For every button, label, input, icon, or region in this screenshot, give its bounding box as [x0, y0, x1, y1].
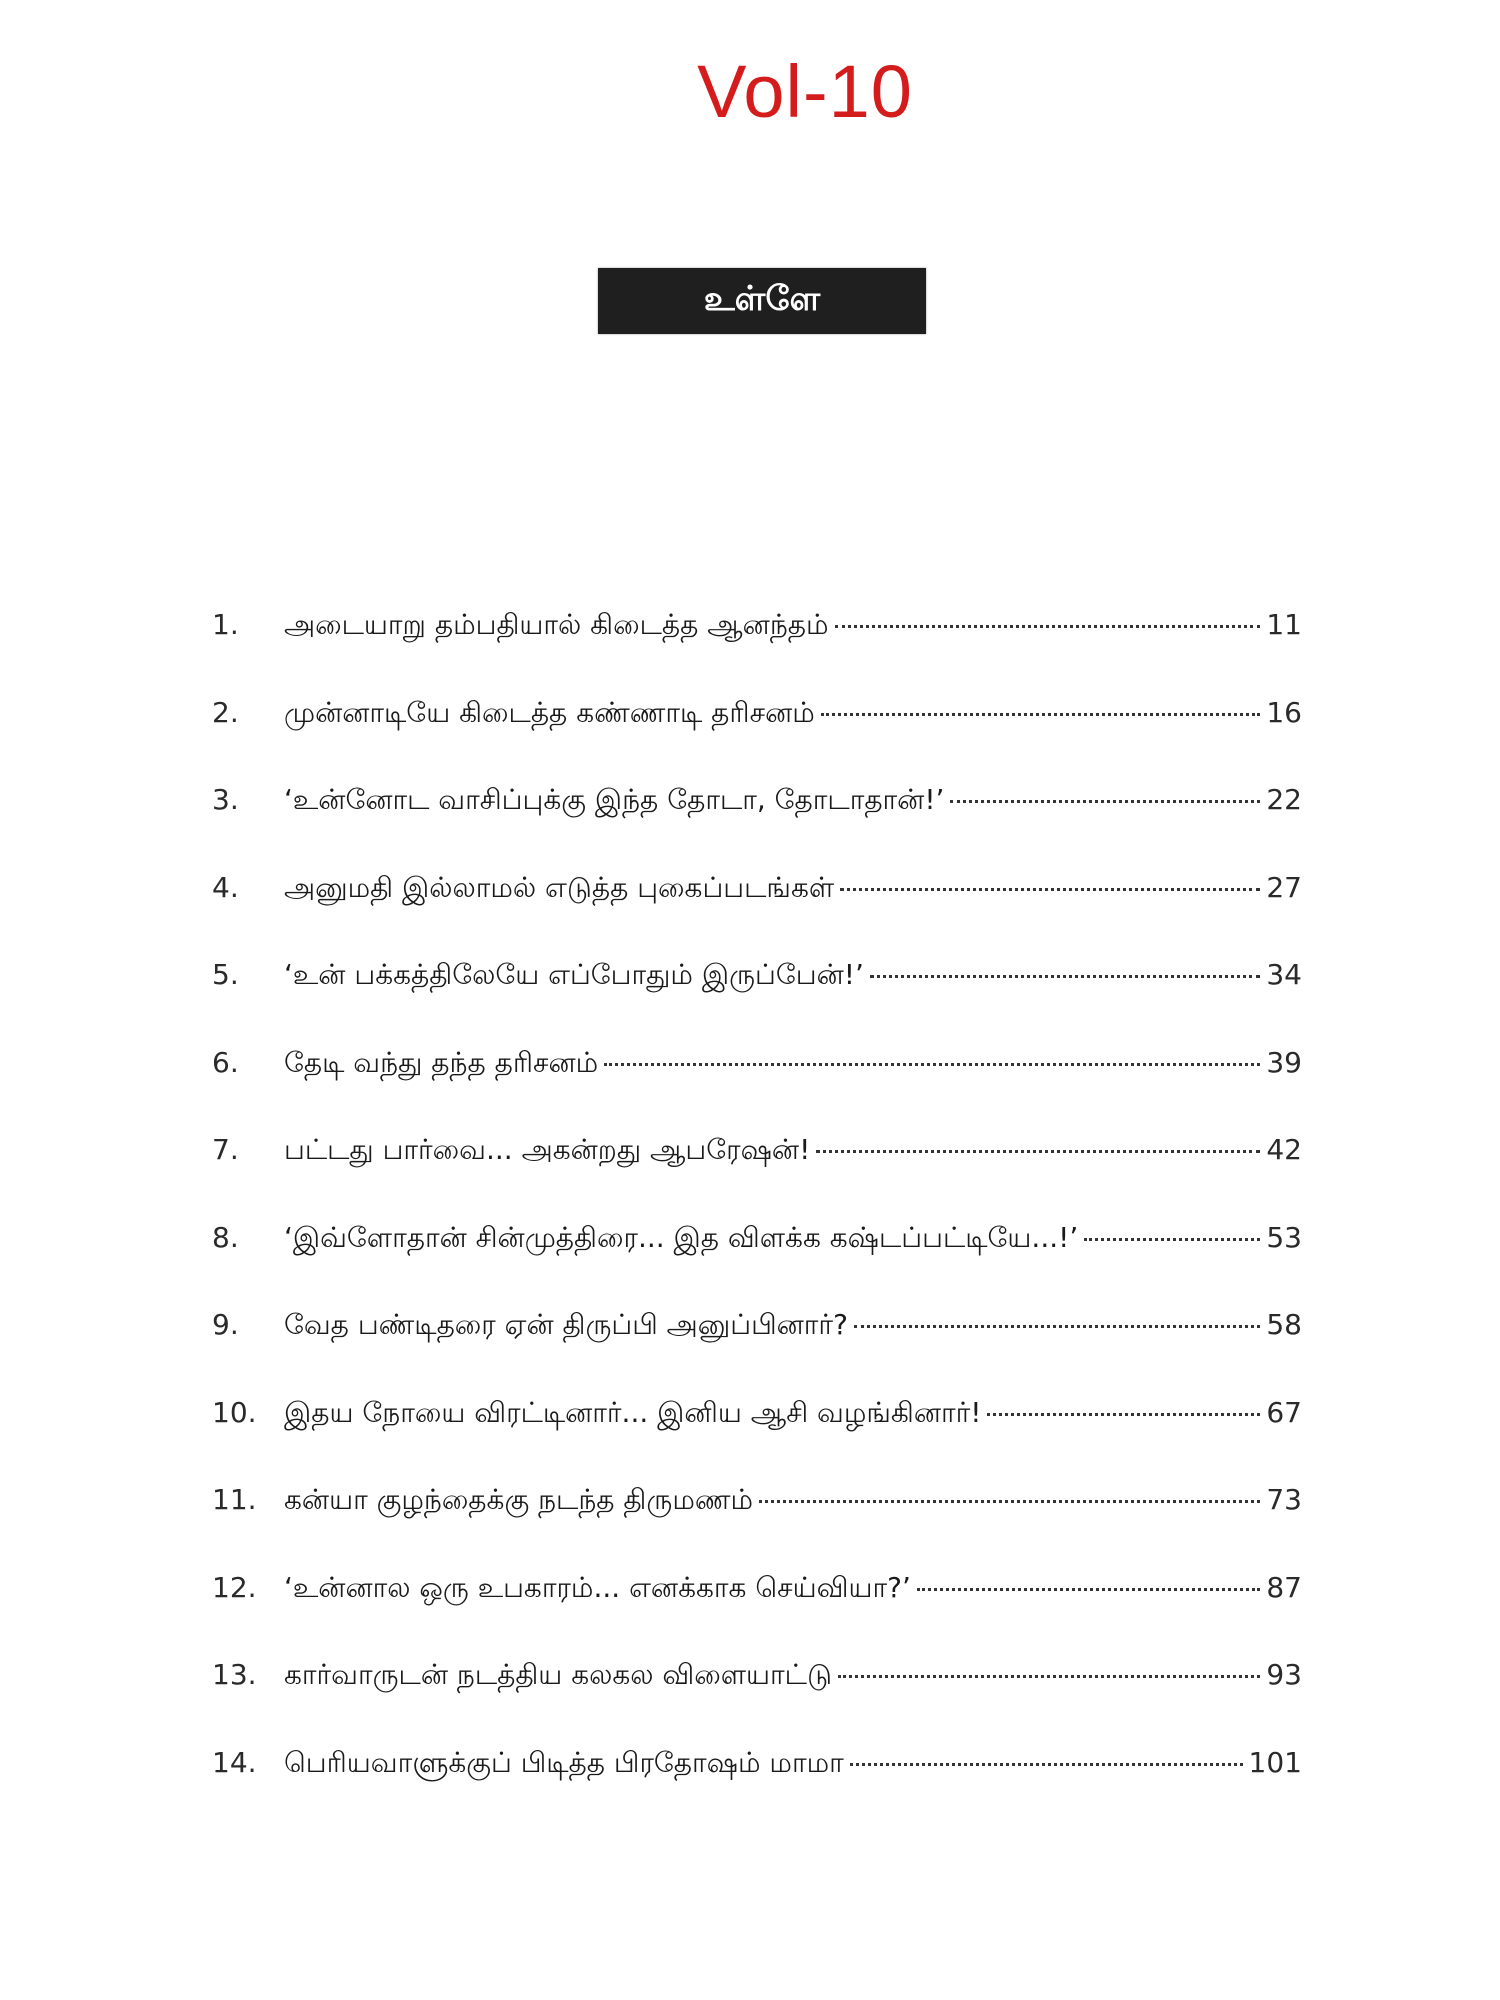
toc-entry-page: 87 — [1266, 1570, 1302, 1604]
toc-entry-page: 58 — [1266, 1308, 1302, 1341]
toc-entry — [212, 608, 1302, 696]
toc-entry-page: 101 — [1248, 1745, 1302, 1779]
toc-entry-page: 93 — [1266, 1658, 1302, 1691]
toc-entry-page: 22 — [1266, 783, 1302, 816]
dot-leader — [917, 1588, 1260, 1591]
toc-entry-number: 14. — [212, 1745, 257, 1779]
toc-entry-title: ‘உன்னோட வாசிப்புக்கு இந்த தோடா, தோடாதான்!’ — [284, 783, 945, 816]
toc-entry-number: 2. — [212, 695, 239, 729]
toc-entry-title: பட்டது பார்வை... அகன்றது ஆபரேஷன்! — [284, 1133, 811, 1166]
toc-entry-number: 8. — [212, 1220, 239, 1254]
dot-leader — [987, 1413, 1260, 1416]
toc-entry — [212, 1133, 1302, 1221]
toc-entry — [212, 958, 1302, 1046]
dot-leader — [821, 713, 1260, 716]
toc-entry-title: இதய நோயை விரட்டினார்... இனிய ஆசி வழங்கினார்! — [284, 1395, 982, 1429]
toc-entry — [212, 1046, 1302, 1134]
toc-entry-title: ‘உன்னால ஒரு உபகாரம்... எனக்காக செய்வியா?’ — [284, 1570, 911, 1604]
toc-entry-page: 11 — [1266, 608, 1302, 641]
contents-heading-text: உள்ளே — [703, 279, 821, 319]
toc-entry-number: 9. — [212, 1308, 239, 1341]
toc-entry-page: 53 — [1266, 1220, 1302, 1254]
toc-entry-number: 11. — [212, 1483, 257, 1516]
dot-leader — [950, 800, 1260, 803]
toc-entry — [212, 1571, 1302, 1659]
toc-entry-title: அனுமதி இல்லாமல் எடுத்த புகைப்படங்கள் — [284, 870, 835, 904]
toc-entry-title: ‘உன் பக்கத்திலேயே எப்போதும் இருப்பேன்!’ — [284, 958, 864, 991]
toc-entry-title: முன்னாடியே கிடைத்த கண்ணாடி தரிசனம் — [284, 695, 815, 729]
toc-entry-title: வேத பண்டிதரை ஏன் திருப்பி அனுப்பினார்? — [284, 1308, 848, 1341]
toc-entry — [212, 783, 1302, 871]
table-of-contents — [212, 608, 1302, 1833]
toc-entry-number: 5. — [212, 958, 239, 991]
dot-leader — [850, 1763, 1243, 1766]
toc-entry — [212, 871, 1302, 959]
toc-entry-title: கார்வாருடன் நடத்திய கலகல விளையாட்டு — [284, 1658, 832, 1691]
toc-entry — [212, 1308, 1302, 1396]
toc-entry-title: அடையாறு தம்பதியால் கிடைத்த ஆனந்தம் — [284, 608, 829, 641]
toc-entry-title: கன்யா குழந்தைக்கு நடந்த திருமணம் — [284, 1483, 754, 1516]
toc-entry-number: 13. — [212, 1658, 257, 1691]
toc-entry — [212, 1221, 1302, 1309]
toc-entry — [212, 1396, 1302, 1484]
toc-entry-page: 73 — [1266, 1483, 1302, 1516]
toc-entry — [212, 1658, 1302, 1746]
toc-entry-number: 6. — [212, 1045, 239, 1079]
toc-entry — [212, 1746, 1302, 1834]
toc-entry-title: பெரியவாளுக்குப் பிடித்த பிரதோஷம் மாமா — [284, 1745, 844, 1779]
toc-entry-page: 67 — [1266, 1395, 1302, 1429]
toc-entry-number: 7. — [212, 1133, 239, 1166]
toc-entry — [212, 696, 1302, 784]
dot-leader — [759, 1500, 1260, 1503]
dot-leader — [870, 975, 1260, 978]
toc-entry-number: 12. — [212, 1570, 257, 1604]
dot-leader — [1084, 1238, 1260, 1241]
toc-entry-number: 4. — [212, 870, 239, 904]
dot-leader — [838, 1675, 1260, 1678]
toc-entry-page: 42 — [1266, 1133, 1302, 1166]
toc-entry-number: 3. — [212, 783, 239, 816]
volume-label: Vol-10 — [697, 50, 913, 133]
toc-entry-page: 34 — [1266, 958, 1302, 991]
toc-entry-page: 27 — [1266, 870, 1302, 904]
toc-entry-page: 16 — [1266, 695, 1302, 729]
toc-entry-title: ‘இவ்ளோதான் சின்முத்திரை... இத விளக்க கஷ்டப்பட்டியே...!’ — [284, 1220, 1079, 1254]
dot-leader — [854, 1325, 1260, 1328]
toc-entry-number: 10. — [212, 1395, 257, 1429]
contents-heading — [598, 268, 926, 334]
dot-leader — [816, 1150, 1260, 1153]
toc-entry-page: 39 — [1266, 1045, 1302, 1079]
dot-leader — [604, 1063, 1260, 1066]
toc-entry-title: தேடி வந்து தந்த தரிசனம் — [284, 1045, 599, 1079]
toc-entry-number: 1. — [212, 608, 239, 641]
dot-leader — [840, 888, 1260, 891]
dot-leader — [835, 625, 1260, 628]
toc-entry — [212, 1483, 1302, 1571]
